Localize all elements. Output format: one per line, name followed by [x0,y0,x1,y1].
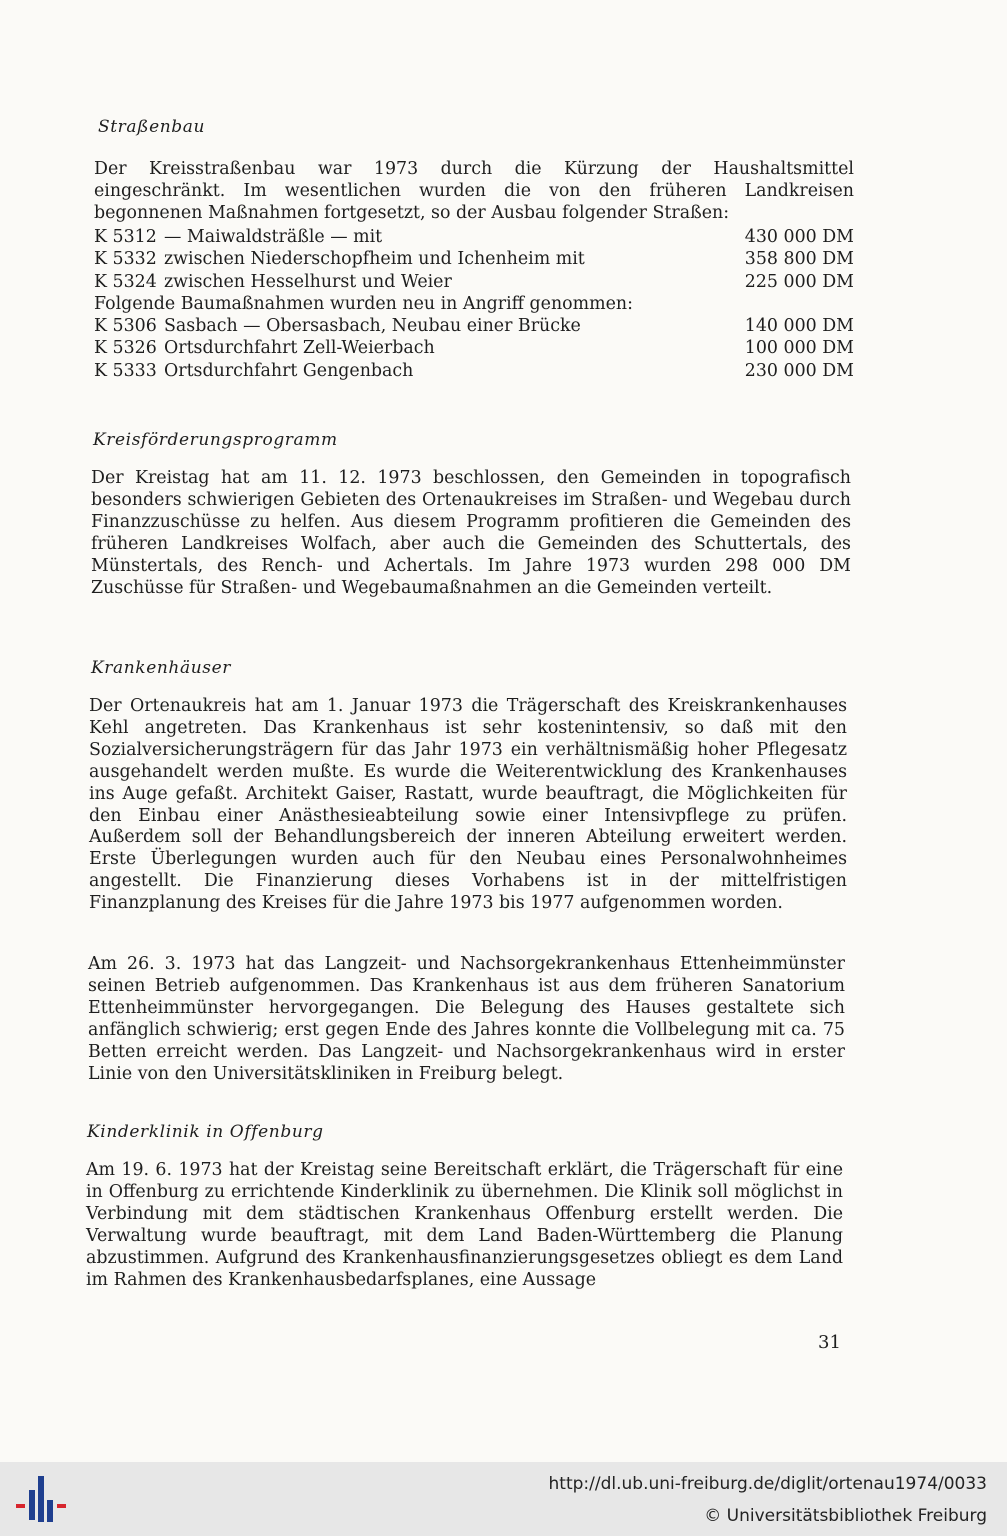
paragraph-kreisfoerderung: Der Kreistag hat am 11. 12. 1973 beschlossen, den Gemeinden in topografisch besonders schwierigen Gebieten des Ortenaukreises im Straßen- und Wegebau durch Finanzzuschüsse zu helfen. Aus diesem Programm profitieren die Gemeinden des früheren Landkreises Wolfach, aber auch die Gemeinden des Schuttertals, des Münstertals, des Rench- und Achertals. Im Jahre 1973 wurden 298 000 DM Zuschüsse für Straßen- und Wegebaumaßnahmen an die Gemeinden verteilt. [91,468,851,598]
road-description: zwischen Niederschopfheim und Ichenheim mit [164,249,585,270]
road-code: K 5306 [94,316,157,337]
paragraph-krankenhaeuser-2: Am 26. 3. 1973 hat das Langzeit- und Nachsorgekrankenhaus Ettenheimmünster seinen Betrieb aufgenommen. Das Krankenhaus ist aus dem früheren Sanatorium Ettenheimmünster hervorgegangen. Die Belegung des Hauses gestaltete sich anfänglich schwierig; erst gegen Ende des Jahres konnte die Vollbelegung mit ca. 75 Betten erreicht werden. Das Langzeit- und Nachsorgekrankenhaus wird in erster Linie von den Universitätskliniken in Freiburg belegt. [88,954,845,1084]
road-row [94,226,854,248]
road-description: Sasbach — Obersasbach, Neubau einer Brücke [164,316,581,337]
paragraph-krankenhaeuser-1: Der Ortenaukreis hat am 1. Januar 1973 die Trägerschaft des Kreiskrankenhauses Kehl angetreten. Das Krankenhaus ist sehr kostenintensiv, so daß mit den Sozialversicherungsträgern für das Jahr 1973 ein verhältnismäßig hoher Pflegesatz ausgehandelt werden mußte. Es wurde die Weiterentwicklung des Krankenhauses ins Auge gefaßt. Architekt Gaiser, Rastatt, wurde beauftragt, die Möglichkeiten für den Einbau einer Anästhesieabteilung sowie einer Intensivpflege zu prüfen. Außerdem soll der Behandlungsbereich der inneren Abteilung erweitert werden. Erste Überlegungen wurden auch für den Neubau eines Personalwohnheimes angestellt. Die Finanzierung dieses Vorhabens ist in der mittelfristigen Finanzplanung des Kreises für die Jahre 1973 bis 1977 aufgenommen worden. [89,696,847,914]
road-description: — Maiwaldsträßle — mit [164,227,383,247]
road-description: Ortsdurchfahrt Zell-Weierbach [164,338,435,359]
road-amount: 225 000 DM [744,271,854,292]
page-number: 31 [818,1332,841,1353]
road-code: K 5312 [94,227,157,247]
road-amount: 100 000 DM [744,338,854,359]
heading-kreisfoerderungsprogramm: Kreisförderungsprogramm [93,430,338,450]
road-description: zwischen Hesselhurst und Weier [164,271,452,292]
road-row [94,360,854,382]
road-code: K 5332 [94,249,157,270]
road-amount: 358 800 DM [744,249,854,270]
road-code: K 5324 [94,271,157,292]
road-row [94,337,854,359]
road-code: K 5333 [94,360,157,381]
footer-bar [0,1462,1007,1536]
road-row [94,271,854,293]
heading-kinderklinik: Kinderklinik in Offenburg [87,1122,324,1142]
road-description: Ortsdurchfahrt Gengenbach [164,360,414,381]
road-amount: 230 000 DM [744,360,854,381]
heading-strassenbau: Straßenbau [98,117,206,137]
paragraph-strassenbau-intro: Der Kreisstraßenbau war 1973 durch die Kürzung der Haushaltsmittel eingeschränkt. Im wesentlichen wurden die von den früheren Landkreisen begonnenen Maßnahmen fortgesetzt, so der Ausbau folgender Straßen: [94,159,854,223]
paragraph-kinderklinik: Am 19. 6. 1973 hat der Kreistag seine Bereitschaft erklärt, die Trägerschaft für eine in Offenburg zu errichtende Kinderklinik zu übernehmen. Die Klinik soll möglichst in Verbindung mit dem städtischen Krankenhaus Offenburg erstellt werden. Die Verwaltung wurde beauftragt, mit dem Land Baden-Württemberg die Planung abzustimmen. Aufgrund des Krankenhausfinanzierungsgesetzes obliegt es dem Land im Rahmen des Krankenhausbedarfsplanes, eine Aussage [86,1160,843,1290]
road-code: K 5326 [94,338,157,359]
new-measures-intro: Folgende Baumaßnahmen wurden neu in Angriff genommen: [94,293,633,314]
university-library-logo-icon[interactable] [16,1474,66,1524]
road-row [94,248,854,270]
road-amount: 140 000 DM [744,316,854,337]
road-row [94,315,854,337]
road-list [94,226,854,382]
road-amount: 430 000 DM [744,227,854,247]
footer-copyright: © Universitätsbibliothek Freiburg [704,1506,987,1526]
heading-krankenhaeuser: Krankenhäuser [91,658,231,678]
footer-url-link[interactable]: http://dl.ub.uni-freiburg.de/diglit/ortenau1974/0033 [548,1474,987,1494]
